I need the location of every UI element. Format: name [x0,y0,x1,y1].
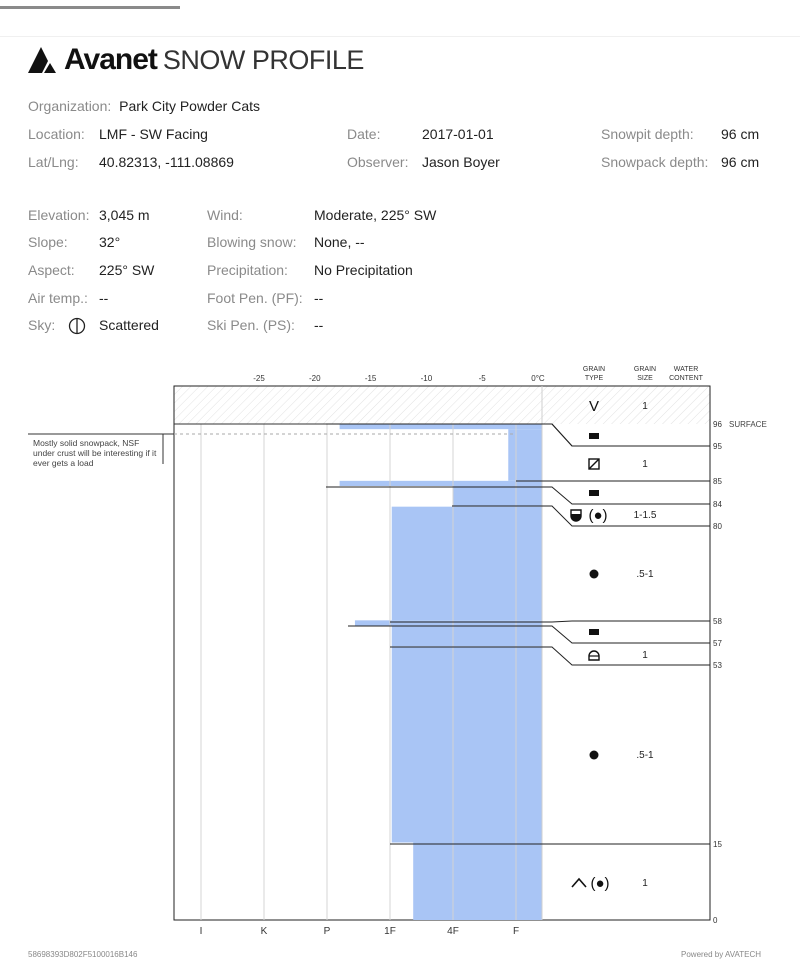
latlng-value: 40.82313, -111.08869 [99,154,234,170]
observer-label: Observer: [347,154,409,170]
height-label-0: 0 [713,916,718,925]
height-label-95: 95 [713,442,722,451]
column-header-grain-type: GRAIN [582,366,606,373]
hardness-tick-1f: 1F [384,926,396,937]
aspect-value: 225° SW [99,262,155,278]
hardness-bar-4 [392,507,542,621]
layer-connector-2 [542,487,710,504]
temperature-tick: -25 [253,374,265,383]
latlng-label: Lat/Lng: [28,154,79,170]
grain-size-label: 1 [642,650,648,661]
decomposing-icon-slash [589,459,599,469]
grain-size-label: 1 [642,878,648,889]
hardness-tick-i: I [199,926,203,937]
date-value: 2017-01-01 [422,126,494,142]
crust-icon [589,629,599,635]
hardness-bar-2 [340,481,542,486]
layer-connector-top [542,424,710,446]
snowpit-depth-value: 96 cm [721,126,760,142]
hardness-tick-k: K [260,926,268,937]
hardness-bar-5 [355,620,542,625]
height-label-80: 80 [713,522,722,531]
surface-band [174,386,710,424]
ski-penetration-label: Ski Pen. (PS): [207,317,295,333]
location-label: Location: [28,126,85,142]
grain-size-label: 1 [642,459,648,470]
crust-icon [589,433,599,439]
elevation-label: Elevation: [28,207,90,223]
hardness-bar-7 [392,646,542,842]
airtemp-value: -- [99,290,109,306]
observer-value: Jason Boyer [422,154,500,170]
foot-penetration-value: -- [314,290,324,306]
height-label-57: 57 [713,639,722,648]
snowpit-depth-label: Snowpit depth: [601,126,694,142]
hardness-tick-p: P [323,926,331,937]
elevation-value: 3,045 m [99,207,150,223]
height-label-53: 53 [713,661,722,670]
blowing-snow-label: Blowing snow: [207,234,297,250]
brand-name: Avanet [64,43,157,76]
grain-secondary-label: (●) [588,507,608,524]
hardness-bar-1 [508,429,542,481]
document-title: SNOW PROFILE [162,44,364,75]
temperature-tick: -10 [420,374,433,383]
temperature-tick: 0°C [531,374,545,383]
column-header-grain-size: SIZE [637,375,653,382]
foot-penetration-label: Foot Pen. (PF): [207,290,303,306]
column-header-water-content: WATER [673,366,699,373]
airtemp-label: Air temp.: [28,290,88,306]
hardness-tick-4f: 4F [447,926,459,937]
organization-value: Park City Powder Cats [119,98,260,114]
layer-connector-6 [542,647,710,665]
hardness-bar-6 [392,626,542,647]
slope-value: 32° [99,234,121,250]
blowing-snow-value: None, -- [314,234,365,250]
location-value: LMF - SW Facing [99,126,208,142]
temperature-tick: -15 [364,374,377,383]
height-label-85: 85 [713,477,722,486]
layer-connector-5 [542,626,710,643]
grain-size-label: 1-1.5 [633,510,657,521]
wind-label: Wind: [207,207,243,223]
height-label-58: 58 [713,617,722,626]
rounded-grains-icon [590,570,599,579]
hardness-bar-3 [453,486,542,507]
hardness-tick-f: F [512,926,520,937]
height-label-15: 15 [713,840,722,849]
layer-connector-3 [542,506,710,526]
date-label: Date: [347,126,381,142]
snowpack-depth-label: Snowpack depth: [601,154,709,170]
column-header-grain-size: GRAIN [633,366,657,373]
sky-value: Scattered [99,317,159,333]
powered-by: Powered by AVATECH [681,950,762,959]
grain-size-label: .5-1 [636,569,654,580]
depth-hoar-rounding-icon [572,879,586,887]
aspect-label: Aspect: [28,262,75,278]
sky-label: Sky: [28,317,56,333]
surface-label: SURFACE [729,420,767,429]
temperature-tick: -5 [478,374,486,383]
organization-label: Organization: [28,98,112,114]
height-label-84: 84 [713,500,722,509]
ski-penetration-value: -- [314,317,324,333]
slope-label: Slope: [28,234,68,250]
column-header-grain-type: TYPE [584,375,604,382]
height-label-96: 96 [713,420,722,429]
grain-secondary-label: (●) [590,875,610,892]
column-header-water-content: CONTENT [669,375,703,382]
wind-value: Moderate, 225° SW [314,207,437,223]
grain-size-label: .5-1 [636,750,654,761]
precipitation-label: Precipitation: [207,262,288,278]
surface-hoar-icon: V [588,398,600,415]
layer-comment: Mostly solid snowpack, NSF under crust will be interesting if it ever gets a load [33,438,157,468]
crust-icon [589,490,599,496]
snowpack-depth-value: 96 cm [721,154,760,170]
surface-grain-size: 1 [642,401,648,412]
temperature-tick: -20 [309,374,321,383]
rounded-grains-icon [590,751,599,760]
layer-connector-0 [542,424,710,446]
hardness-bar-8 [413,843,542,921]
hardness-bar-0 [340,424,542,429]
precipitation-value: No Precipitation [314,262,413,278]
layer-connector-4 [542,621,710,622]
profile-id: 58698393D802F5100016B146 [28,950,138,959]
